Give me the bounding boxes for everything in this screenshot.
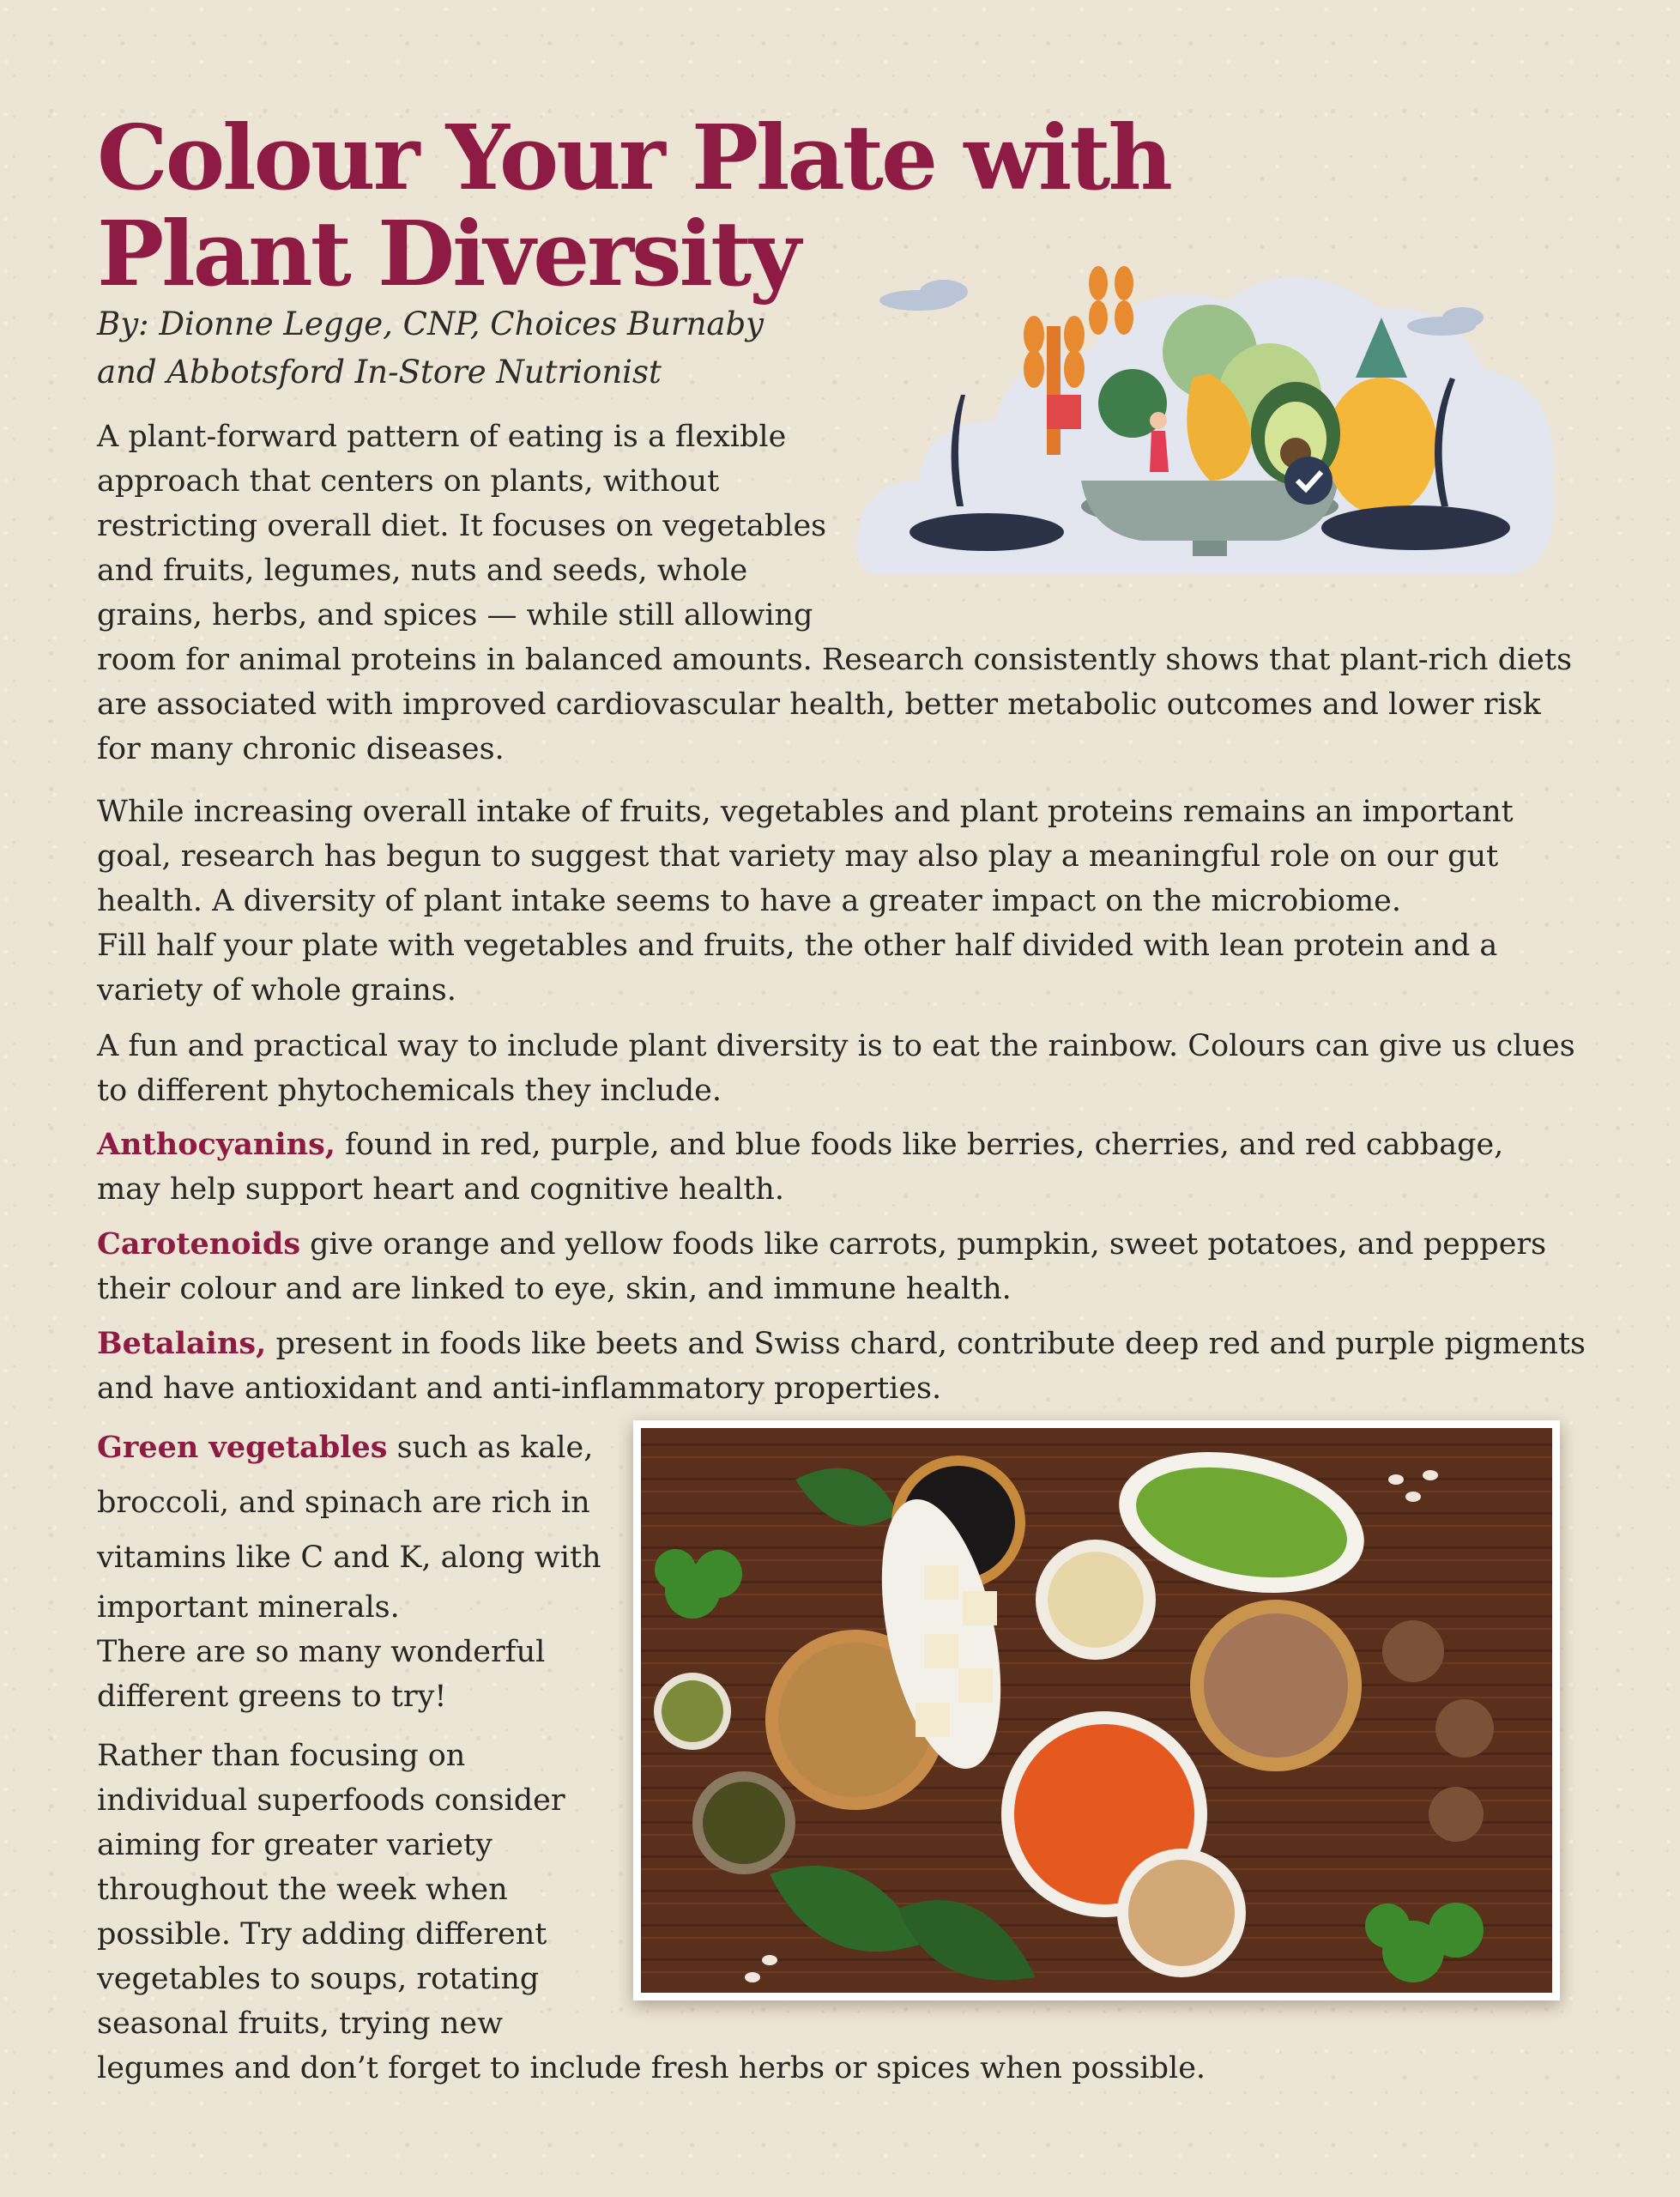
anthocyanins-paragraph bbox=[97, 1123, 1503, 1212]
text-line: approach that centers on plants, without bbox=[97, 464, 720, 499]
text-line: throughout the week when bbox=[97, 1873, 508, 1907]
text-line: Rather than focusing on bbox=[97, 1739, 466, 1773]
author-byline bbox=[97, 300, 869, 396]
carotenoids-paragraph bbox=[97, 1222, 1546, 1311]
greens-paragraph bbox=[97, 1420, 601, 1719]
anthocyanins-heading: Anthocyanins, bbox=[97, 1127, 335, 1162]
betalains-paragraph bbox=[97, 1322, 1586, 1411]
text-line: A plant-forward pattern of eating is a flexible bbox=[97, 420, 787, 454]
text-line bbox=[97, 1222, 1546, 1267]
text-line: While increasing overall intake of fruits, vegetables and plant proteins remains an important bbox=[97, 795, 1514, 829]
text-line: are associated with improved cardiovascular health, better metabolic outcomes and lower risk bbox=[97, 687, 1541, 722]
text-line: may help support heart and cognitive health. bbox=[97, 1172, 784, 1207]
rainbow-paragraph bbox=[97, 1024, 1575, 1113]
text-line: vitamins like C and K, along with bbox=[97, 1540, 601, 1575]
variety-paragraph bbox=[97, 790, 1514, 1013]
text-line: broccoli, and spinach are rich in bbox=[97, 1486, 590, 1520]
text-line: important minerals. bbox=[97, 1590, 400, 1625]
byline-line: and Abbotsford In-Store Nutrionist bbox=[97, 354, 662, 390]
text-line: grains, herbs, and spices — while still allowing bbox=[97, 598, 813, 632]
text-line: Fill half your plate with vegetables and fruits, the other half divided with lean protein and a bbox=[97, 929, 1498, 963]
text-line: individual superfoods consider bbox=[97, 1783, 565, 1818]
betalains-heading: Betalains, bbox=[97, 1326, 267, 1361]
text-line: different greens to try! bbox=[97, 1680, 447, 1714]
text-line: for many chronic diseases. bbox=[97, 732, 505, 766]
text-line: variety of whole grains. bbox=[97, 973, 456, 1008]
text-line: There are so many wonderful bbox=[97, 1635, 546, 1669]
text-line: and have antioxidant and anti-inflammatory properties. bbox=[97, 1371, 942, 1406]
intro-paragraph bbox=[97, 415, 1572, 772]
text-line bbox=[97, 1420, 601, 1475]
title-line: Colour Your Plate with bbox=[97, 105, 1171, 210]
text-fragment: present in foods like beets and Swiss chard, contribute deep red and purple pigments bbox=[266, 1327, 1586, 1361]
greens-heading: Green vegetables bbox=[97, 1430, 388, 1465]
text-line: and fruits, legumes, nuts and seeds, whole bbox=[97, 554, 748, 588]
text-fragment: found in red, purple, and blue foods like berries, cherries, and red cabbage, bbox=[335, 1128, 1504, 1162]
text-line: vegetables to soups, rotating bbox=[97, 1962, 540, 1996]
text-line: to different phytochemicals they include. bbox=[97, 1074, 722, 1108]
text-line: seasonal fruits, trying new bbox=[97, 2006, 504, 2041]
carotenoids-heading: Carotenoids bbox=[97, 1226, 301, 1262]
text-line: goal, research has begun to suggest that variety may also play a meaningful role on our gut bbox=[97, 839, 1499, 874]
text-fragment: such as kale, bbox=[387, 1431, 594, 1465]
text-line: aiming for greater variety bbox=[97, 1828, 493, 1862]
title-line: Plant Diversity bbox=[97, 201, 799, 306]
text-line: room for animal proteins in balanced amounts. Research consistently shows that plant-rich diets bbox=[97, 643, 1573, 677]
text-line: A fun and practical way to include plant diversity is to eat the rainbow. Colours can give us clues bbox=[97, 1029, 1575, 1063]
text-line bbox=[97, 1322, 1586, 1366]
byline-line: By: Dionne Legge, CNP, Choices Burnaby bbox=[97, 306, 764, 342]
text-line bbox=[97, 1123, 1503, 1167]
text-line: possible. Try adding different bbox=[97, 1917, 547, 1952]
text-line: their colour and are linked to eye, skin, and immune health. bbox=[97, 1272, 1012, 1306]
text-fragment: give orange and yellow foods like carrots, pumpkin, sweet potatoes, and peppers bbox=[300, 1227, 1547, 1262]
text-line: health. A diversity of plant intake seems to have a greater impact on the microbiome. bbox=[97, 884, 1401, 918]
text-line: legumes and don’t forget to include fresh herbs or spices when possible. bbox=[97, 2051, 1206, 2085]
plant-protein-bowls-photo bbox=[633, 1420, 1560, 2000]
text-line: restricting overall diet. It focuses on vegetables bbox=[97, 509, 827, 543]
